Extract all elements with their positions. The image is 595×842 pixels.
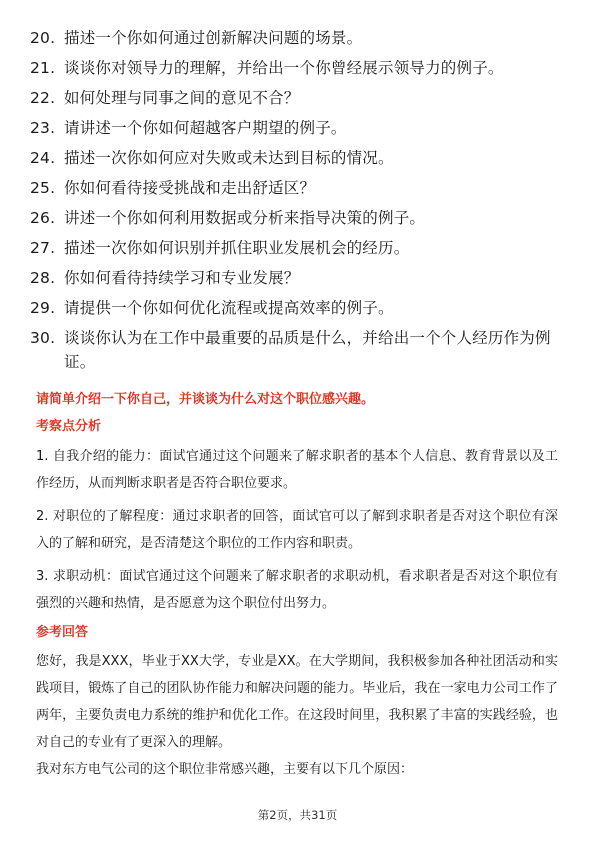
list-item <box>30 83 560 113</box>
list-item <box>30 113 560 143</box>
answer-body <box>36 648 558 783</box>
question-number: 28. <box>30 269 56 287</box>
answer-heading: 参考回答 <box>36 625 89 640</box>
question-number: 26. <box>30 209 56 227</box>
question-text: 请提供一个你如何优化流程或提高效率的例子。 <box>64 299 394 317</box>
analysis-heading: 考察点分析 <box>36 419 102 434</box>
question-text: 谈谈你认为在工作中最重要的品质是什么，并给出一个个人经历作为例证。 <box>64 329 551 371</box>
question-number: 20. <box>30 29 56 47</box>
question-text: 你如何看待持续学习和专业发展？ <box>64 269 300 287</box>
question-text: 你如何看待接受挑战和走出舒适区？ <box>64 179 316 197</box>
question-text: 请讲述一个你如何超越客户期望的例子。 <box>64 119 347 137</box>
question-text: 描述一次你如何应对失败或未达到目标的情况。 <box>64 149 394 167</box>
question-number: 30. <box>30 329 56 347</box>
answer-paragraph: 您好，我是XXX，毕业于XX大学，专业是XX。在大学期间，我积极参加各种社团活动和实践项目，锻炼了自己的团队协作能力和解决问题的能力。毕业后，我在一家电力公司工作了两年，主要负责电力系统的维护和优化工作。在这段时间里，我积累了丰富的实践经验，也对自己的专业有了更深入的理解。 <box>36 654 558 750</box>
question-text: 如何处理与同事之间的意见不合？ <box>64 89 300 107</box>
list-item <box>30 263 560 293</box>
question-list <box>30 23 560 374</box>
list-item <box>30 323 560 374</box>
question-text: 讲述一个你如何利用数据或分析来指导决策的例子。 <box>64 209 426 227</box>
list-item <box>30 173 560 203</box>
analysis-point: 2. 对职位的了解程度：通过求职者的回答，面试官可以了解到求职者是否对这个职位有深入的了解和研究，是否清楚这个职位的工作内容和职责。 <box>36 509 558 551</box>
question-number: 29. <box>30 299 56 317</box>
list-item <box>30 23 560 53</box>
question-number: 27. <box>30 239 56 257</box>
question-text: 谈谈你对领导力的理解，并给出一个你曾经展示领导力的例子。 <box>64 59 504 77</box>
list-item <box>30 203 560 233</box>
section-question-heading: 请简单介绍一下你自己，并谈谈为什么对这个职位感兴趣。 <box>36 392 375 407</box>
analysis-point: 3. 求职动机：面试官通过这个问题来了解求职者的求职动机，看求职者是否对这个职位有强烈的兴趣和热情，是否愿意为这个职位付出努力。 <box>36 569 558 611</box>
analysis-point: 1. 自我介绍的能力：面试官通过这个问题来了解求职者的基本个人信息、教育背景以及工作经历，从而判断求职者是否符合职位要求。 <box>36 449 558 491</box>
list-item <box>30 143 560 173</box>
question-text: 描述一个你如何通过创新解决问题的场景。 <box>64 29 363 47</box>
question-number: 22. <box>30 89 56 107</box>
page-number: 第2页，共31页 <box>257 808 338 822</box>
list-item <box>30 233 560 263</box>
answer-paragraph: 我对东方电气公司的这个职位非常感兴趣，主要有以下几个原因： <box>36 762 414 777</box>
question-number: 24. <box>30 149 56 167</box>
list-item <box>30 53 560 83</box>
question-text: 描述一次你如何识别并抓住职业发展机会的经历。 <box>64 239 410 257</box>
analysis-points <box>36 443 558 623</box>
question-number: 25. <box>30 179 56 197</box>
question-number: 21. <box>30 59 56 77</box>
list-item <box>30 293 560 323</box>
question-number: 23. <box>30 119 56 137</box>
